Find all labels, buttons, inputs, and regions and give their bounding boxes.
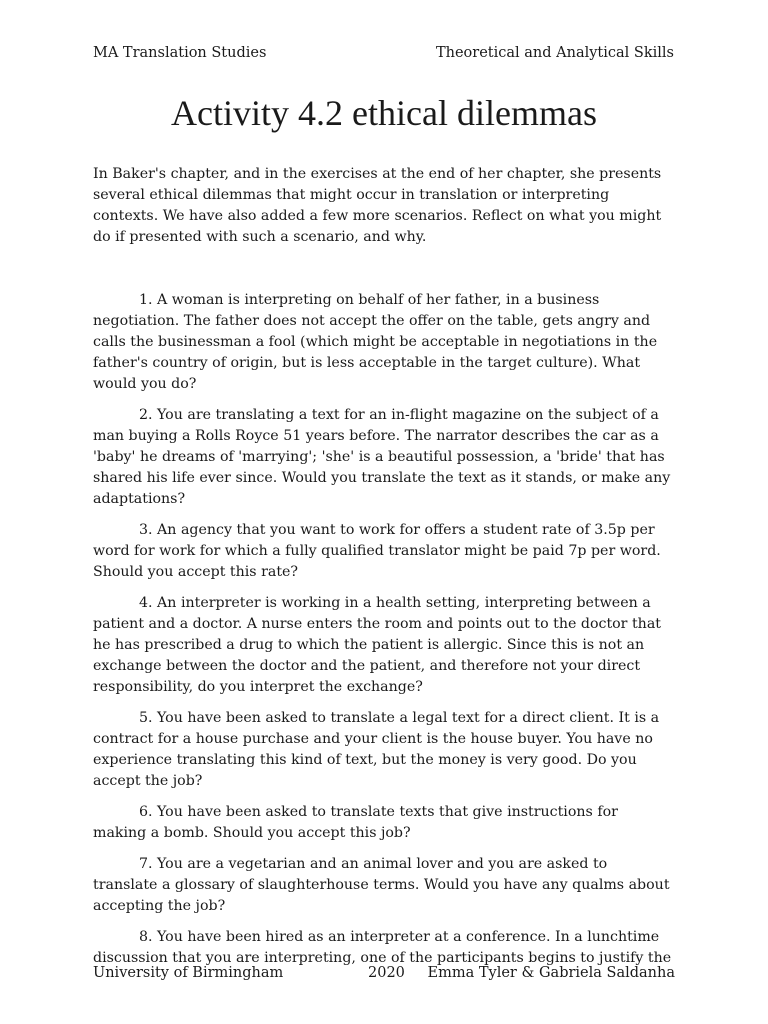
dilemma-item-6: 6. You have been asked to translate texts that give instructions for making a bomb. Should you accept this job? bbox=[93, 804, 618, 841]
intro-paragraph: In Baker's chapter, and in the exercises at the end of her chapter, she presents several ethical dilemmas that might occur in translation or interpreting contexts. We have also added a few more scenarios. Reflect on what you might do if presented with such a scenario, and why. bbox=[93, 166, 662, 245]
dilemma-list bbox=[93, 290, 673, 979]
dilemma-item-4: 4. An interpreter is working in a health setting, interpreting between a patient and a doctor. A nurse enters the room and points out to the doctor that he has prescribed a drug to which the patient is allergic. Since this is not an exchange between the doctor and the patient, and therefore not your direct responsibility, do you interpret the exchange? bbox=[93, 595, 661, 695]
dilemma-item-7: 7. You are a vegetarian and an animal lover and you are asked to translate a glossary of slaughterhouse terms. Would you have any qualms about accepting the job? bbox=[93, 856, 670, 914]
footer-institution: University of Birmingham bbox=[93, 965, 284, 981]
header-module-name: Theoretical and Analytical Skills bbox=[435, 45, 674, 61]
page-footer bbox=[93, 962, 675, 984]
page-header bbox=[93, 42, 674, 64]
dilemma-item-8: 8. You have been hired as an interpreter at a conference. In a lunchtime discussion that you are interpreting, one of the participants begins to justify the bbox=[93, 929, 672, 966]
dilemma-item-1: 1. A woman is interpreting on behalf of her father, in a business negotiation. The father does not accept the offer on the table, gets angry and calls the businessman a fool (which might be acceptable in negotiations in the father's country of origin, but is less acceptable in the target culture). What would you do? bbox=[93, 292, 658, 392]
header-course-name: MA Translation Studies bbox=[93, 45, 267, 61]
dilemma-item-2: 2. You are translating a text for an in-flight magazine on the subject of a man buying a Rolls Royce 51 years before. The narrator describes the car as a 'baby' he dreams of 'marrying'; 'she' is a beautiful possession, a 'bride' that has shared his life ever since. Would you translate the text as it stands, or make any adaptations? bbox=[93, 407, 671, 507]
page-title: Activity 4.2 ethical dilemmas bbox=[171, 93, 597, 133]
footer-year: 2020 bbox=[368, 965, 405, 981]
footer-authors: Emma Tyler & Gabriela Saldanha bbox=[427, 965, 675, 981]
dilemma-item-3: 3. An agency that you want to work for offers a student rate of 3.5p per word for work for which a fully qualified translator might be paid 7p per word. Should you accept this rate? bbox=[93, 522, 661, 580]
dilemma-item-5: 5. You have been asked to translate a legal text for a direct client. It is a contract for a house purchase and your client is the house buyer. You have no experience translating this kind of text, but the money is very good. Do you accept the job? bbox=[93, 710, 660, 789]
